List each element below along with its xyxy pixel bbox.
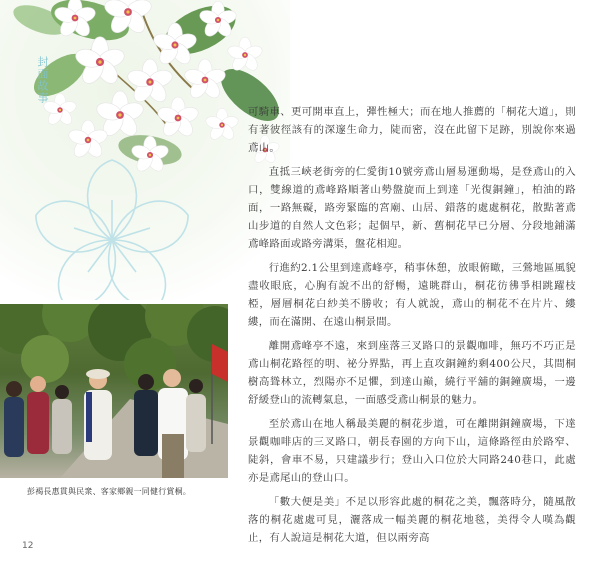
hiking-group-photo [0, 304, 228, 478]
tung-blossom-illustration [0, 0, 290, 300]
photo-caption: 彭褐長惠貫與民衆、客家鄉親一同健行賞桐。 [27, 487, 191, 496]
article-paragraph: 行進約2.1公里到達鳶峰亭，稍事休憩，放眼俯瞰，三鶯地區風貌盡收眼底，心胸有說不出的舒暢，遠眺群山，桐花彷彿爭相跳躍枝椏，層層桐花白紗美不勝收；有人就說，鳶山的桐花不在片片、縷縷，而在滿開、在遠山桐景間。 [248, 262, 576, 328]
tung-blossom-icon [0, 0, 290, 300]
hikers-photo-icon [0, 304, 228, 478]
article-body [248, 103, 576, 553]
article-paragraph: 離開鳶峰亭不遠，來到座落三叉路口的景觀咖啡，無巧不巧正是鳶山桐花路徑的明、祕分界點，再上直攻銅鐘約剩400公尺，其間桐樹高聳林立，烈陽亦不足懼，到達山巔，繞行平舖的銅鐘廣場，一邊舒緩登山的流轉氣息，一面感受鳶山桐景的魅力。 [248, 340, 576, 406]
section-label: 封面故事 [36, 56, 49, 104]
article-paragraph: 「數大便是美」不足以形容此處的桐花之美，飄落時分，隨風散落的桐花處處可見，灑落成一幅美麗的桐花地毯，美得令人嘆為觀止，有人說這是桐花大道，但以兩旁高 [248, 496, 576, 544]
article-paragraph: 可騎車、更可開車直上，彈性極大；而在地人推薦的「桐花大道」，則有著彼徑該有的深邃生命力，陡而密，沒在此留下足跡，別說你來過鳶山。 [248, 106, 576, 154]
page-number: 12 [22, 541, 34, 551]
article-paragraph: 至於鳶山在地人稱最美麗的桐花步道，可在離開銅鐘廣場，下達景觀咖啡店的三叉路口，朝長春園的方向下山，這條路徑由於路窄、陡斜，會車不易，只建議步行；登山入口位於大同路240巷口，此處亦是鳶尾山的登山口。 [248, 418, 576, 484]
article-paragraph: 直抵三峽老街旁的仁愛街10號旁鳶山層易運動場，是登鳶山的入口，雙線道的鳶峰路順著山勢盤旋而上到達「光復銅鐘」，柏油的路面，一路無礙，路旁緊臨的宮廟、山居、錯落的處處桐花，散點著鳶山步道的自然人文色彩；起個早，新、舊桐花早已分層、分段地鋪滿鳶峰路面或路旁溝渠，盤花相迎。 [248, 166, 576, 250]
